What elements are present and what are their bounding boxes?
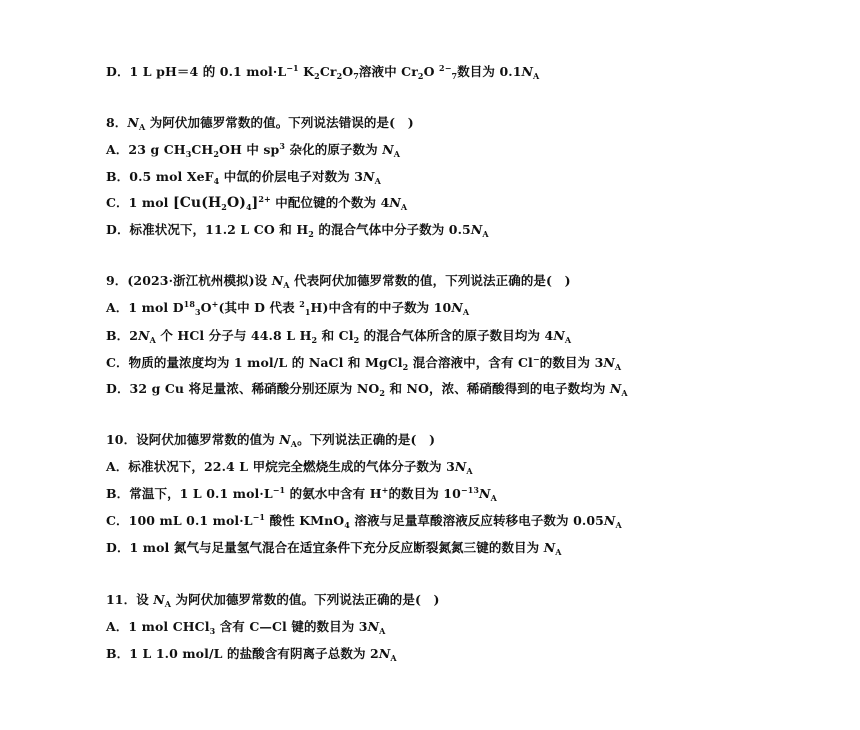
text-segment: N [603,513,616,528]
text-segment: N [378,646,391,661]
text-segment: −13 [460,485,480,495]
text-segment: A．1 mol D [106,300,184,315]
q9-stem [106,273,571,289]
q11-option-b [106,646,397,662]
text-segment: + [381,485,389,495]
text-segment: A [490,493,497,503]
text-segment: O [200,300,212,315]
text-segment: A [149,335,156,345]
text-segment: 10．设阿伏加德罗常数的值为 [106,432,280,447]
text-segment: 数目为 0.1 [457,64,522,79]
text-segment: 中氙的价层电子对数为 3 [219,169,364,184]
text-segment: A [462,307,470,317]
text-segment: B．0.5 mol XeF [106,169,214,184]
text-segment: 3 [195,307,201,317]
text-segment: 4 [245,202,252,212]
text-segment: N [363,169,375,184]
text-segment: A [283,280,290,290]
text-segment: A [390,653,397,663]
text-segment: A [138,122,146,132]
text-segment: 3 [209,626,216,636]
text-segment: 。下列说法正确的是( ) [297,432,436,447]
text-segment: A [466,466,473,476]
text-segment: (其中 D 代表 [218,300,300,315]
text-segment: A [400,202,408,212]
text-segment: C．1 mol [106,195,173,210]
q9-option-b [106,328,571,344]
text-segment: N [603,355,615,370]
text-segment: A [379,626,386,636]
text-segment: CH [191,142,214,157]
text-segment: N [127,115,139,130]
q10-option-b [106,486,497,502]
text-segment: 为阿伏加德罗常数的值。下列说法正确的是( ) [171,592,440,607]
text-segment: 的数目为 3 [539,355,604,370]
text-segment: N [382,142,394,157]
q10-option-a [106,459,473,475]
text-segment: A [533,71,540,81]
q10-option-d [106,540,562,556]
q8-option-a [106,142,400,158]
text-segment: 和 Cl [317,328,354,343]
text-segment: 2 [402,362,409,372]
text-segment: N [367,619,380,634]
text-segment: 9．(2023·浙江杭州模拟)设 [106,273,272,288]
text-segment: A [482,229,489,239]
text-segment: 含有 C—Cl 键的数目为 3 [215,619,368,634]
text-segment: 2 [417,71,424,81]
text-segment: N [389,195,401,210]
text-segment: O) [226,195,246,211]
text-segment: 7 [353,71,359,81]
text-segment: A [614,362,622,372]
text-segment: A [290,439,298,449]
q11-stem [106,592,440,608]
text-segment: [Cu(H [172,195,222,211]
text-segment: N [454,459,467,474]
text-segment: B．2 [106,328,139,343]
text-segment: −1 [286,63,299,73]
text-segment: 3 [185,149,192,159]
text-segment: − [532,354,540,364]
text-segment: 4 [344,520,350,530]
text-segment: D．标准状况下，11.2 L CO 和 H [106,222,309,237]
text-segment: N [451,300,463,315]
text-segment: −1 [272,485,286,495]
text-segment: A．标准状况下，22.4 L 甲烷完全燃烧生成的气体分子数为 3 [106,459,455,474]
q9-option-d [106,381,628,397]
text-segment: 2 [353,335,360,345]
text-segment: 溶液中 Cr [358,64,418,79]
text-segment: 和 NO，浓、稀硝酸得到的电子数均为 [385,381,610,396]
text-segment: H)中含有的中子数为 10 [310,300,452,315]
text-segment: −1 [252,512,266,522]
text-segment: C．100 mL 0.1 mol·L [106,513,253,528]
text-segment: 酸性 KMnO [265,513,345,528]
text-segment: O [423,64,440,79]
q9-option-a [106,300,469,316]
text-segment: N [543,540,556,555]
text-segment: 2 [311,335,318,345]
text-segment: ] [251,195,259,211]
text-segment: 2 [213,149,220,159]
text-segment: 个 HCl 分子与 44.8 L H [155,328,312,343]
q11-option-a [106,619,385,635]
text-segment: 18 [183,299,195,309]
text-segment: 7 [451,71,458,81]
text-segment: D．1 mol 氮气与足量氢气混合在适宜条件下充分反应断裂氮氮三键的数目为 [106,540,544,555]
text-segment: N [138,328,150,343]
text-segment: O [342,64,354,79]
text-segment: 2 [221,202,227,212]
text-segment: D．32 g Cu 将足量浓、稀硝酸分别还原为 NO [106,381,380,396]
text-segment: 溶液与足量草酸溶液反应转移电子数为 0.05 [349,513,604,528]
text-segment: N [553,328,565,343]
text-segment: 的氨水中含有 H [285,486,382,501]
text-segment: Cr [319,64,337,79]
q10-option-c [106,513,622,529]
text-segment: OH 中 sp [219,142,280,157]
text-segment: N [470,222,483,237]
text-segment: 混合溶液中，含有 Cl [408,355,533,370]
text-segment: 3 [279,141,286,151]
text-segment: 2− [439,63,452,73]
text-segment: 4 [213,176,220,186]
text-segment: 杂化的原子数为 [285,142,383,157]
text-segment: A [564,335,572,345]
text-segment: B．常温下，1 L 0.1 mol·L [106,486,273,501]
text-segment: A [164,599,172,609]
q9-option-c [106,355,621,371]
text-segment: 1 [304,307,311,317]
q8-option-b [106,169,381,185]
text-segment: 2 [314,71,320,81]
text-segment: A [621,388,628,398]
text-segment: N [609,381,622,396]
q8-option-c [106,195,407,211]
text-segment: 2 [379,388,386,398]
text-segment: N [479,486,491,501]
text-segment: 2 [308,229,314,239]
text-segment: N [271,273,284,288]
text-segment: B．1 L 1.0 mol/L 的盐酸含有阴离子总数为 2 [106,646,379,661]
text-segment: K [298,64,315,79]
text-segment: 8． [106,115,128,130]
text-segment: 的混合气体所含的原子数目均为 4 [359,328,554,343]
text-segment: 代表阿伏加德罗常数的值，下列说法正确的是( ) [289,273,571,288]
text-segment: A [393,149,401,159]
text-segment: 2+ [258,194,271,204]
text-segment: D．1 L pH＝4 的 0.1 mol·L [106,64,287,79]
q8-option-d [106,222,489,238]
text-segment: C．物质的量浓度均为 1 mol/L 的 NaCl 和 MgCl [106,355,403,370]
text-segment: + [211,299,219,309]
text-segment: 中配位键的个数为 4 [270,195,390,210]
text-segment: A [555,547,562,557]
text-segment: A．1 mol CHCl [106,619,210,634]
text-segment: N [153,592,165,607]
text-segment: 的数目为 10 [388,486,461,501]
text-segment: A [374,176,381,186]
text-segment: A [615,520,622,530]
text-segment: 2 [336,71,343,81]
text-segment: N [521,64,534,79]
text-segment: 11．设 [106,592,154,607]
text-segment: 的混合气体中分子数为 0.5 [313,222,471,237]
q7-option-d [106,64,539,80]
text-segment: 为阿伏加德罗常数的值。下列说法错误的是( ) [145,115,414,130]
text-segment: 2 [299,299,305,309]
text-segment: A．23 g CH [106,142,186,157]
q10-stem [106,432,435,448]
q8-stem [106,115,414,131]
text-segment: N [279,432,291,447]
